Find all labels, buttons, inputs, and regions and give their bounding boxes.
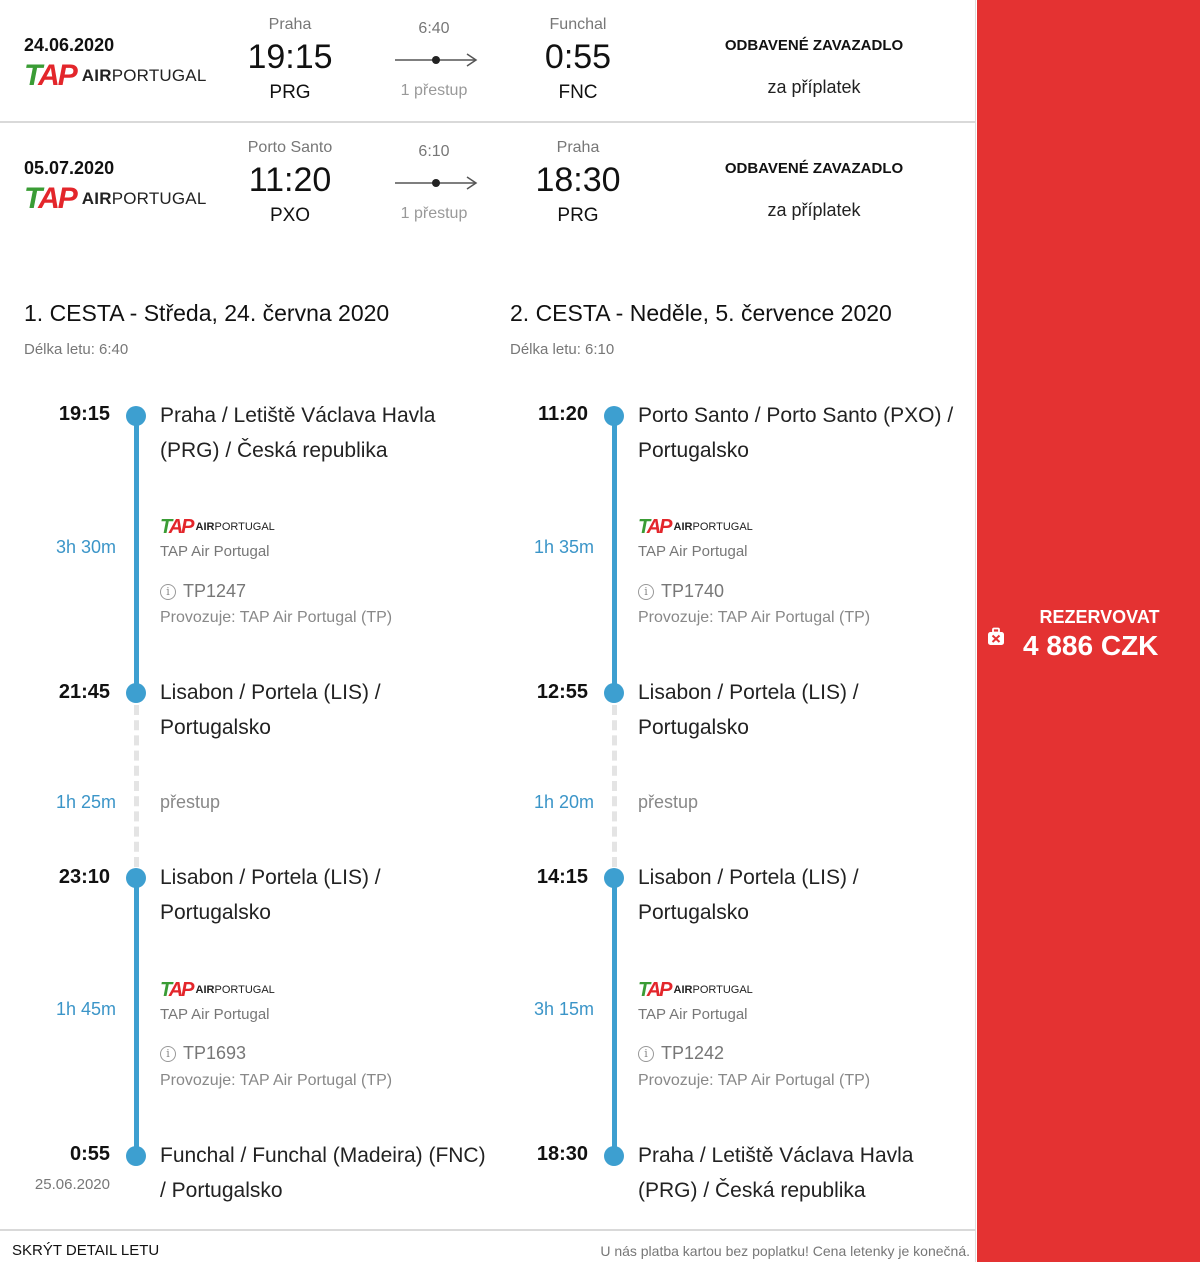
segment-arrival-time: 0:55	[69, 1143, 110, 1165]
tap-logo-icon: TAP	[160, 978, 193, 1001]
carrier-name: TAP Air Portugal	[638, 1006, 748, 1023]
baggage-note: za příplatek	[767, 200, 861, 220]
departure-code: PXO	[269, 205, 311, 226]
segment-duration: 3h 30m	[55, 537, 116, 557]
operated-by: Provozuje: TAP Air Portugal (TP)	[638, 1072, 871, 1089]
trip-detail-outbound	[24, 300, 494, 358]
departure-time: 19:15	[247, 38, 333, 76]
operated-by: Provozuje: TAP Air Portugal (TP)	[160, 1072, 393, 1089]
departure-place: Porto Santo / Porto Santo (PXO) / Portugalsko	[638, 404, 954, 462]
arrival-time: 0:55	[544, 38, 612, 76]
carrier-name: TAP Air Portugal	[160, 1006, 270, 1023]
arrival-place: Lisabon / Portela (LIS) / Portugalsko	[160, 681, 381, 739]
hide-flight-detail-link[interactable]: SKRÝT DETAIL LETU	[12, 1242, 160, 1259]
departure-city: Porto Santo	[247, 139, 333, 156]
reserve-label: REZERVOVAT	[1039, 607, 1160, 627]
segment-departure-time: 23:10	[58, 866, 110, 888]
timeline-line	[134, 878, 139, 1156]
tap-logo-icon: TAP	[24, 182, 76, 215]
operated-by: Provozuje: TAP Air Portugal (TP)	[638, 609, 871, 626]
departure-place: Lisabon / Portela (LIS) / Portugalsko	[638, 866, 859, 924]
segment-departure-time: 14:15	[536, 866, 588, 888]
baggage-title: ODBAVENÉ ZAVAZADLO	[724, 160, 904, 177]
carrier-name: TAP Air Portugal	[160, 543, 270, 560]
summary-row-outbound	[0, 0, 976, 123]
timeline-dot	[126, 1146, 146, 1166]
baggage-note: za příplatek	[767, 77, 861, 97]
price-sidebar	[977, 0, 1200, 1262]
segment-arrival-time: 21:45	[58, 681, 110, 703]
route-arrow-icon	[393, 175, 479, 191]
timeline-dot	[604, 1146, 624, 1166]
flight-duration: 6:40	[418, 20, 450, 37]
segment-duration: 1h 35m	[533, 537, 594, 557]
arrival-place: Funchal / Funchal (Madeira) (FNC) / Portugalsko	[160, 1144, 486, 1202]
timeline-dot	[604, 868, 624, 888]
arrival-time: 18:30	[535, 161, 621, 199]
tap-logo-icon: TAP	[24, 59, 76, 92]
airline-logo: TAP AIRPORTUGAL	[24, 59, 207, 92]
departure-city: Praha	[268, 16, 312, 33]
departure-place: Praha / Letiště Václava Havla (PRG) / Česká republika	[160, 404, 436, 462]
summary-date: 05.07.2020	[24, 158, 115, 178]
segment-duration: 1h 45m	[55, 999, 116, 1019]
timeline-dot	[126, 683, 146, 703]
tap-logo-icon: TAP	[638, 978, 671, 1001]
departure-code: PRG	[269, 82, 311, 103]
payment-note: U nás platba kartou bez poplatku! Cena letenky je konečná.	[600, 1243, 970, 1259]
segment-airline-logo: TAP AIRPORTUGAL	[160, 515, 275, 538]
arrival-city: Praha	[556, 139, 600, 156]
timeline-dot	[126, 868, 146, 888]
segment-airline-logo: TAP AIRPORTUGAL	[638, 978, 753, 1001]
flight-number[interactable]: i TP1740	[638, 581, 724, 602]
transfer-duration: 1h 20m	[533, 792, 594, 812]
baggage-icon	[986, 627, 1006, 647]
transfer-line	[134, 705, 139, 867]
segment-departure-time: 11:20	[537, 403, 588, 425]
stops-count: 1 přestup	[400, 82, 468, 99]
summary-date: 24.06.2020	[24, 35, 115, 55]
info-icon[interactable]: i	[160, 584, 176, 600]
trip-length: Délka letu: 6:10	[510, 341, 615, 358]
transfer-label: přestup	[160, 792, 221, 812]
route-arrow-icon	[393, 52, 479, 68]
detail-footer	[0, 1229, 976, 1262]
flight-number[interactable]: i TP1693	[160, 1043, 246, 1064]
arrival-place: Lisabon / Portela (LIS) / Portugalsko	[638, 681, 859, 739]
arrival-city: Funchal	[549, 16, 607, 33]
summary-row-return	[0, 123, 976, 246]
timeline-dot	[604, 683, 624, 703]
transfer-duration: 1h 25m	[55, 792, 116, 812]
flight-number[interactable]: i TP1242	[638, 1043, 724, 1064]
tap-logo-icon: TAP	[160, 515, 193, 538]
timeline-dot	[604, 406, 624, 426]
reserve-button[interactable]	[977, 600, 1200, 670]
stops-count: 1 přestup	[400, 205, 468, 222]
arrival-place: Praha / Letiště Václava Havla (PRG) / Česká republika	[638, 1144, 914, 1202]
carrier-name: TAP Air Portugal	[638, 543, 748, 560]
timeline-line	[612, 878, 617, 1156]
baggage-title: ODBAVENÉ ZAVAZADLO	[724, 37, 904, 54]
timeline-dot	[126, 406, 146, 426]
trip-title: 2. CESTA - Neděle, 5. července 2020	[510, 300, 892, 326]
trip-length: Délka letu: 6:40	[24, 341, 129, 358]
flight-duration: 6:10	[418, 143, 450, 160]
info-icon[interactable]: i	[638, 1046, 654, 1062]
info-icon[interactable]: i	[160, 1046, 176, 1062]
transfer-label: přestup	[638, 792, 699, 812]
price: 4 886 CZK	[1023, 630, 1159, 661]
airline-logo: TAP AIRPORTUGAL	[24, 182, 207, 215]
arrival-code: FNC	[558, 82, 598, 103]
info-icon[interactable]: i	[638, 584, 654, 600]
segment-departure-time: 19:15	[58, 403, 110, 425]
trip-title: 1. CESTA - Středa, 24. června 2020	[24, 300, 390, 326]
segment-airline-logo: TAP AIRPORTUGAL	[638, 515, 753, 538]
trip-detail-return	[510, 300, 980, 358]
segment-airline-logo: TAP AIRPORTUGAL	[160, 978, 275, 1001]
arrival-code: PRG	[557, 205, 599, 226]
departure-time: 11:20	[248, 161, 332, 199]
segment-arrival-time: 18:30	[536, 1143, 588, 1165]
transfer-line	[612, 705, 617, 867]
tap-logo-icon: TAP	[638, 515, 671, 538]
timeline-line	[134, 416, 139, 693]
departure-place: Lisabon / Portela (LIS) / Portugalsko	[160, 866, 381, 924]
segment-arrival-time: 12:55	[536, 681, 588, 703]
arrival-date: 25.06.2020	[34, 1176, 110, 1193]
flight-number[interactable]: i TP1247	[160, 581, 246, 602]
segment-duration: 3h 15m	[533, 999, 594, 1019]
timeline-line	[612, 416, 617, 693]
operated-by: Provozuje: TAP Air Portugal (TP)	[160, 609, 393, 626]
